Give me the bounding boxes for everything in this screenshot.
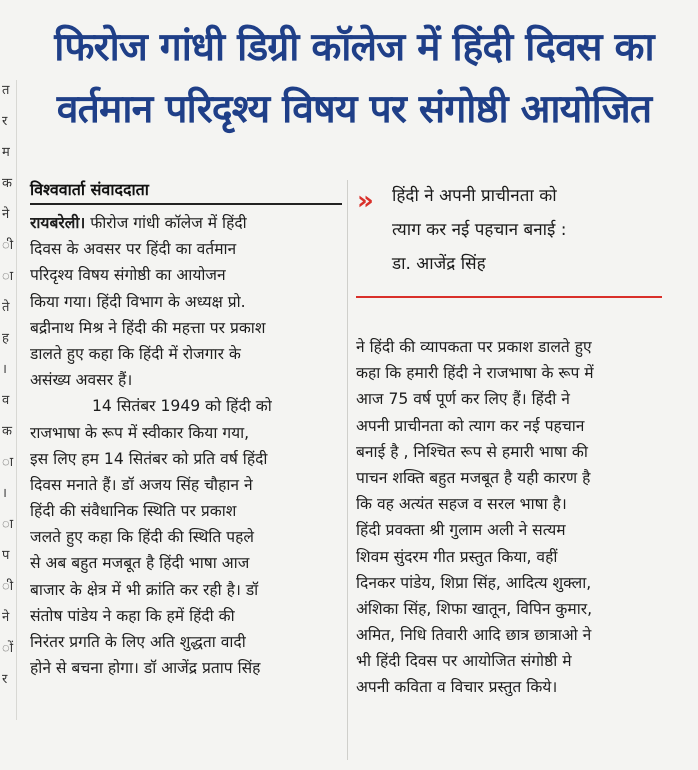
text-line: असंख्य अवसर हैं। [30, 371, 133, 390]
gutter-glyph: र [2, 672, 8, 687]
text-line: से अब बहुत मजबूत है हिंदी भाषा आज [30, 554, 250, 573]
text-line: कि वह अत्यंत सहज व सरल भाषा है। [356, 495, 567, 514]
article-left-column [30, 210, 342, 681]
headline-line-2: वर्तमान परिदृश्य विषय पर संगोष्ठी आयोजित [56, 87, 652, 132]
text-line [30, 210, 342, 236]
text-line: बनाई है , निश्चित रूप से हमारी भाषा की [356, 442, 588, 461]
gutter-glyph: । [2, 362, 7, 377]
text-line: हिंदी प्रवक्ता श्री गुलाम अली ने सत्यम [356, 521, 566, 540]
gutter-glyph: ी [2, 238, 14, 253]
text-line: परिदृश्य विषय संगोष्ठी का आयोजन [30, 266, 226, 285]
gutter-glyph: । [2, 486, 7, 501]
text-line: अमित, निधि तिवारी आदि छात्र छात्राओ ने [356, 626, 592, 645]
text-line: अपनी कविता व विचार प्रस्तुत किये। [356, 678, 558, 697]
gutter-glyph: ा [2, 517, 14, 532]
adjacent-column-sliver [0, 80, 17, 720]
text-line: दिवस के अवसर पर हिंदी का वर्तमान [30, 240, 237, 259]
text-line: जलते हुए कहा कि हिंदी की स्थिति पहले [30, 528, 254, 547]
text-line: डालते हुए कहा कि हिंदी में रोजगार के [30, 344, 241, 363]
gutter-glyph: प [2, 548, 10, 563]
text-line: पाचन शक्ति बहुत मजबूत है यही कारण है [356, 468, 591, 487]
text-line: 14 सितंबर 1949 को हिंदी को [92, 397, 272, 416]
text-line: अंशिका सिंह, शिफा खातून, विपिन कुमार, [356, 599, 593, 618]
pull-quote-rule [356, 296, 662, 298]
text-line: राजभाषा के रूप में स्वीकार किया गया, [30, 423, 250, 442]
quote-chevron-icon: » [357, 186, 368, 216]
gutter-glyph: ा [2, 455, 14, 470]
text-line: त्याग कर नई पहचान बनाई : [392, 220, 567, 240]
gutter-glyph: र [2, 114, 8, 129]
text-line: भी हिंदी दिवस पर आयोजित संगोष्ठी मे [356, 652, 572, 671]
text-line: इस लिए हम 14 सितंबर को प्रति वर्ष हिंदी [30, 449, 268, 468]
text-line: बाजार के क्षेत्र में भी क्रांति कर रही है। डॉ [30, 580, 259, 599]
gutter-glyph: ों [2, 641, 14, 656]
text-line: दिनकर पांडेय, शिप्रा सिंह, आदित्य शुक्ला, [356, 573, 592, 592]
text-line: ने हिंदी की व्यापकता पर प्रकाश डालते हुए [356, 338, 592, 356]
gutter-glyph: ा [2, 269, 14, 284]
text-line: शिवम सुंदरम गीत प्रस्तुत किया, वहीं [356, 547, 558, 566]
text-line: बद्रीनाथ मिश्र ने हिंदी की महत्ता पर प्रकाश [30, 318, 266, 337]
text-line: हिंदी की संवैधानिक स्थिति पर प्रकाश [30, 502, 237, 521]
text-line: किया गया। हिंदी विभाग के अध्यक्ष प्रो. [30, 292, 246, 311]
dateline-place: रायबरेली। [30, 214, 86, 232]
column-divider [347, 180, 348, 760]
gutter-glyph: क [2, 424, 12, 439]
pull-quote [392, 179, 662, 281]
gutter-glyph: व [2, 393, 10, 408]
gutter-glyph: म [2, 145, 10, 160]
gutter-glyph: ने [2, 610, 10, 625]
gutter-glyph: ते [2, 300, 10, 315]
article-right-column [356, 334, 672, 701]
gutter-glyph: त [2, 83, 10, 98]
headline-line-1: फिरोज गांधी डिग्री कॉलेज में हिंदी दिवस का [54, 25, 654, 70]
text-line: कहा कि हमारी हिंदी ने राजभाषा के रूप में [356, 364, 594, 383]
gutter-glyph: क [2, 176, 12, 191]
text-line: हिंदी ने अपनी प्राचीनता को [392, 186, 557, 206]
text-line: दिवस मनाते हैं। डॉ अजय सिंह चौहान ने [30, 475, 253, 494]
gutter-glyph: ी [2, 579, 14, 594]
text-line: डा. आजेंद्र सिंह [392, 254, 486, 274]
gutter-glyph: ने [2, 207, 10, 222]
text-line: निरंतर प्रगति के लिए अति शुद्धता वादी [30, 633, 246, 651]
text-line: होने से बचना होगा। डॉ आजेंद्र प्रताप सिंह [30, 659, 261, 678]
gutter-glyph: ह [2, 331, 9, 346]
byline-rule [30, 203, 342, 205]
byline: विश्ववार्ता संवाददाता [30, 180, 149, 199]
text-line-rest: फीरोज गांधी कॉलेज में हिंदी [85, 214, 247, 232]
text-line: संतोष पांडेय ने कहा कि हमें हिंदी की [30, 606, 235, 625]
text-line: अपनी प्राचीनता को त्याग कर नई पहचान [356, 416, 585, 435]
text-line: आज 75 वर्ष पूर्ण कर लिए हैं। हिंदी ने [356, 390, 570, 409]
